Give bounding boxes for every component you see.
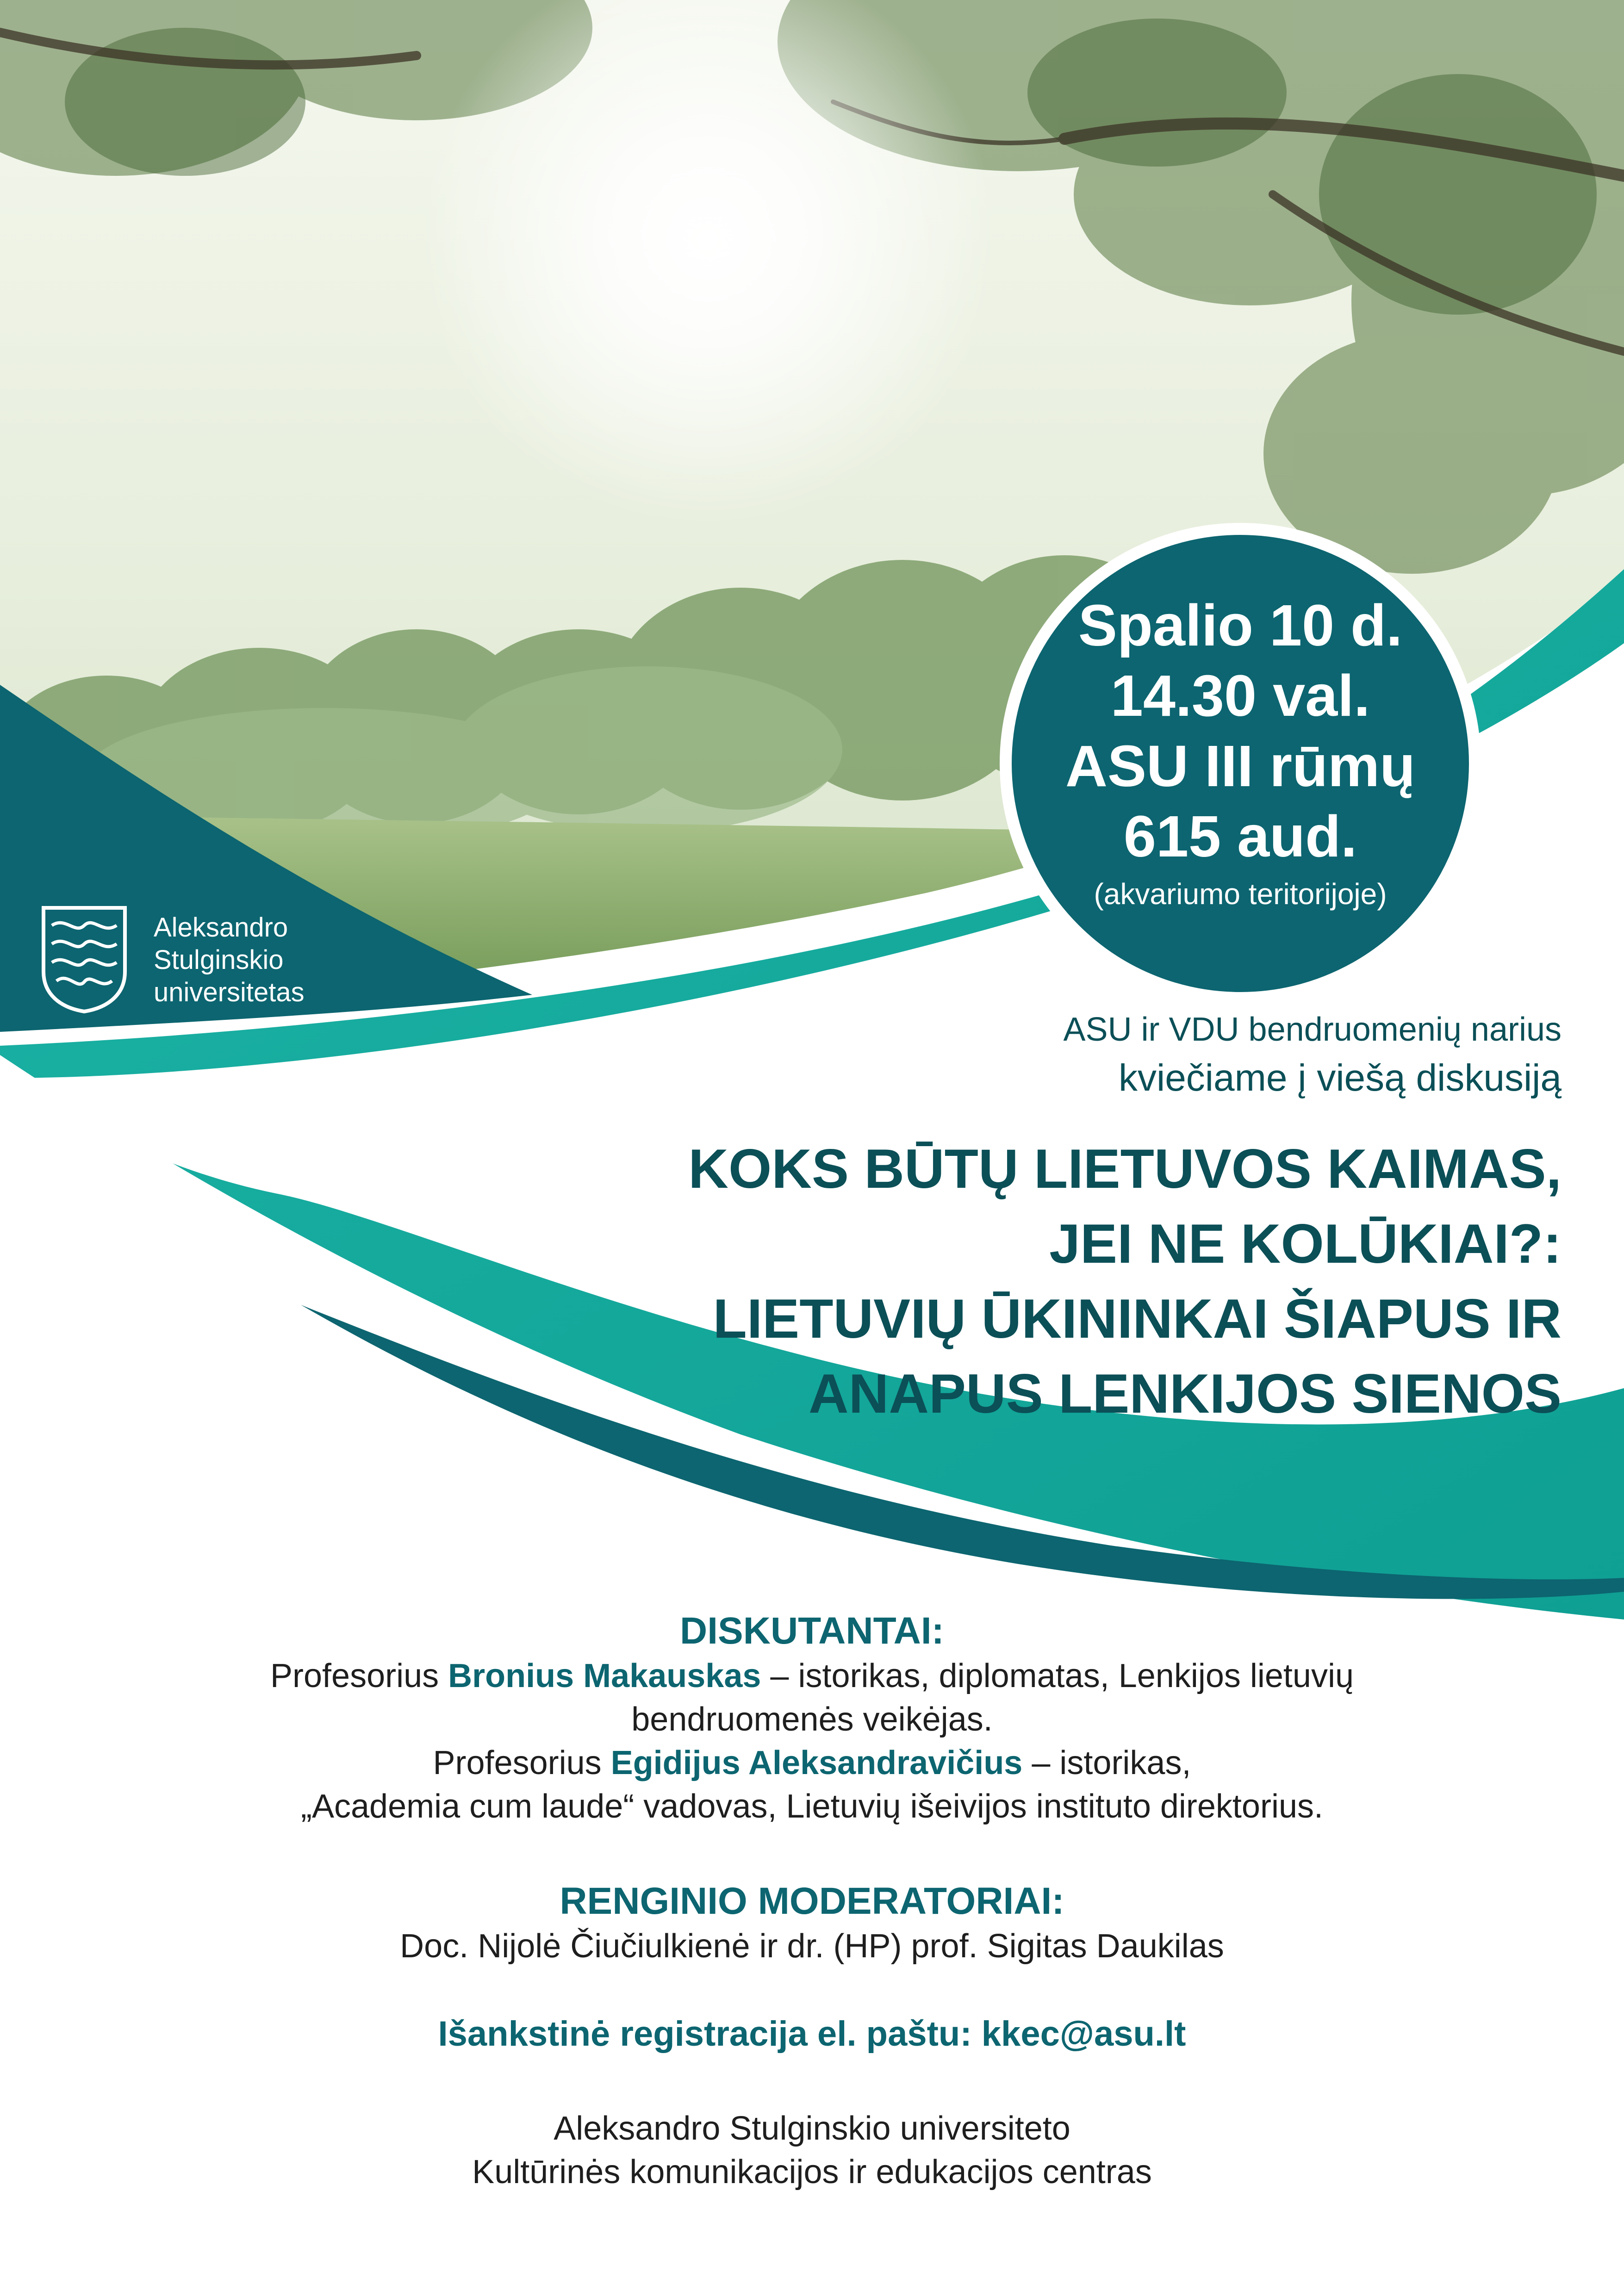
university-logo xyxy=(38,893,362,1032)
title-line-3: LIETUVIŲ ŪKININKAI ŠIAPUS IR xyxy=(713,1288,1562,1350)
invitation xyxy=(1064,1006,1562,1104)
logo-line-2: Stulginskio xyxy=(154,945,284,975)
event-details xyxy=(0,1608,1624,2194)
event-location-note: (akvariumo teritorijoje) xyxy=(1094,877,1387,911)
title-line-1: KOKS BŪTŲ LIETUVOS KAIMAS, xyxy=(688,1138,1562,1200)
discussant-2-desc-continued: „Academia cum laude“ vadovas, Lietuvių išeivijos instituto direktorius. xyxy=(300,1788,1323,1825)
registration-info: Išankstinė registracija el. paštu: kkec@asu.lt xyxy=(438,2014,1186,2054)
discussant-2-name: Egidijus Aleksandravičius xyxy=(610,1744,1023,1781)
event-date: Spalio 10 d. xyxy=(1078,593,1403,658)
discussant-2-prefix: Profesorius xyxy=(433,1744,611,1781)
logo-line-3: universitetas xyxy=(154,977,305,1007)
event-date-badge xyxy=(1000,523,1481,1004)
event-building: ASU III rūmų xyxy=(1065,733,1416,799)
university-emblem-icon xyxy=(38,902,131,1013)
invite-line-2: kviečiame į viešą diskusiją xyxy=(1118,1057,1562,1099)
discussant-1 xyxy=(0,1654,1624,1698)
discussant-2 xyxy=(0,1741,1624,1785)
discussant-1-prefix: Profesorius xyxy=(270,1657,448,1694)
organizer-line-2: Kultūrinės komunikacijos ir edukacijos centras xyxy=(472,2153,1152,2191)
event-time: 14.30 val. xyxy=(1110,663,1370,728)
title-line-2: JEI NE KOLŪKIAI?: xyxy=(1049,1213,1562,1275)
discussants-title: DISKUTANTAI: xyxy=(680,1610,944,1652)
invite-line-1: ASU ir VDU bendruomenių narius xyxy=(1063,1011,1562,1048)
title-line-4: ANAPUS LENKIJOS SIENOS xyxy=(809,1363,1562,1425)
discussant-1-desc: – istorikas, diplomatas, Lenkijos lietuvių xyxy=(761,1657,1354,1694)
discussant-1-name: Bronius Makauskas xyxy=(448,1657,761,1694)
logo-line-1: Aleksandro xyxy=(154,912,288,943)
event-title xyxy=(688,1131,1562,1431)
moderators-names: Doc. Nijolė Čiučiulkienė ir dr. (HP) prof. Sigitas Daukilas xyxy=(400,1928,1224,1965)
organizer-line-1: Aleksandro Stulginskio universiteto xyxy=(554,2110,1070,2147)
discussant-2-desc: – istorikas, xyxy=(1022,1744,1191,1781)
moderators-title: RENGINIO MODERATORIAI: xyxy=(560,1880,1064,1922)
event-room: 615 aud. xyxy=(1123,804,1357,869)
discussant-1-desc-continued: bendruomenės veikėjas. xyxy=(631,1701,993,1738)
